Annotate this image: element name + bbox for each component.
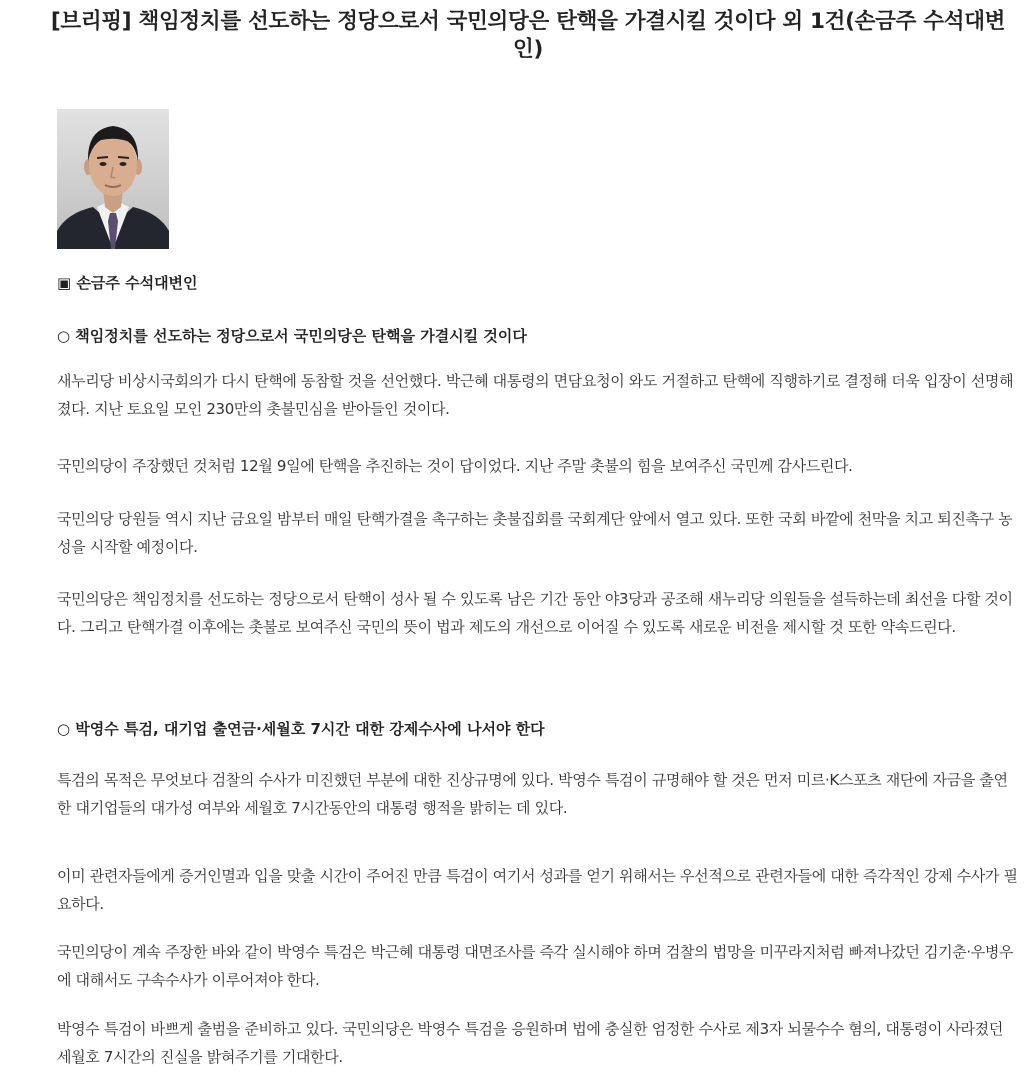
section-1-paragraph: 국민의당 당원들 역시 지난 금요일 밤부터 매일 탄핵가결을 촉구하는 촛불집회를 국회계단 앞에서 열고 있다. 또한 국회 바깥에 천막을 치고 퇴진촉구 농성을 시작할 예정이다. (57, 510, 1013, 556)
section-1-paragraph: 국민의당이 주장했던 것처럼 12월 9일에 탄핵을 추진하는 것이 답이었다. 지난 주말 촛불의 힘을 보여주신 국민께 감사드린다. (57, 457, 853, 475)
section-1-heading: ○ 책임정치를 선도하는 정당으로서 국민의당은 탄핵을 가결시킬 것이다 (57, 327, 527, 345)
section-2-heading: ○ 박영수 특검, 대기업 출연금·세월호 7시간 대한 강제수사에 나서야 한다 (57, 720, 545, 738)
article-title: [브리핑] 책임정치를 선도하는 정당으로서 국민의당은 탄핵을 가결시킬 것이다 외 1건(손금주 수석대변인) (50, 9, 1006, 62)
section-1-paragraph: 국민의당은 책임정치를 선도하는 정당으로서 탄핵이 성사 될 수 있도록 남은 기간 동안 야3당과 공조해 새누리당 의원들을 설득하는데 최선을 다할 것이다. 그리고 탄핵가결 이후에는 촛불로 보여주신 국민의 뜻이 법과 제도의 개선으로 이어질 수 있도록 새로운 비전을 제시할 것 또한 약속드린다. (57, 590, 1013, 636)
speaker-portrait-photo (57, 109, 169, 249)
section-2-paragraph: 국민의당이 계속 주장한 바와 같이 박영수 특검은 박근혜 대통령 대면조사를 즉각 실시해야 하며 검찰의 법망을 미꾸라지처럼 빠져나갔던 김기춘·우병우에 대해서도 구속수사가 이루어져야 한다. (57, 943, 1014, 989)
section-2-paragraph: 이미 관련자들에게 증거인멸과 입을 맞출 시간이 주어진 만큼 특검이 여기서 성과를 얻기 위해서는 우선적으로 관련자들에 대한 즉각적인 강제 수사가 필요하다. (57, 867, 1018, 913)
section-2-paragraph: 박영수 특검이 바쁘게 출범을 준비하고 있다. 국민의당은 박영수 특검을 응원하며 법에 충실한 엄정한 수사로 제3자 뇌물수수 혐의, 대통령이 사라졌던 세월호 7시간의 진실을 밝혀주기를 기대한다. (57, 1020, 1003, 1066)
section-1-paragraph: 새누리당 비상시국회의가 다시 탄핵에 동참할 것을 선언했다. 박근혜 대통령의 면담요청이 와도 거절하고 탄핵에 직행하기로 결정해 더욱 입장이 선명해졌다. 지난 토요일 모인 230만의 촛불민심을 받아들인 것이다. (57, 372, 1014, 418)
portrait-illustration (57, 109, 169, 249)
section-2-paragraph: 특검의 목적은 무엇보다 검찰의 수사가 미진했던 부분에 대한 진상규명에 있다. 박영수 특검이 규명해야 할 것은 먼저 미르·K스포츠 재단에 자금을 출연한 대기업들의 대가성 여부와 세월호 7시간동안의 대통령 행적을 밝히는 데 있다. (57, 771, 1008, 817)
speaker-line: ▣ 손금주 수석대변인 (57, 274, 198, 292)
